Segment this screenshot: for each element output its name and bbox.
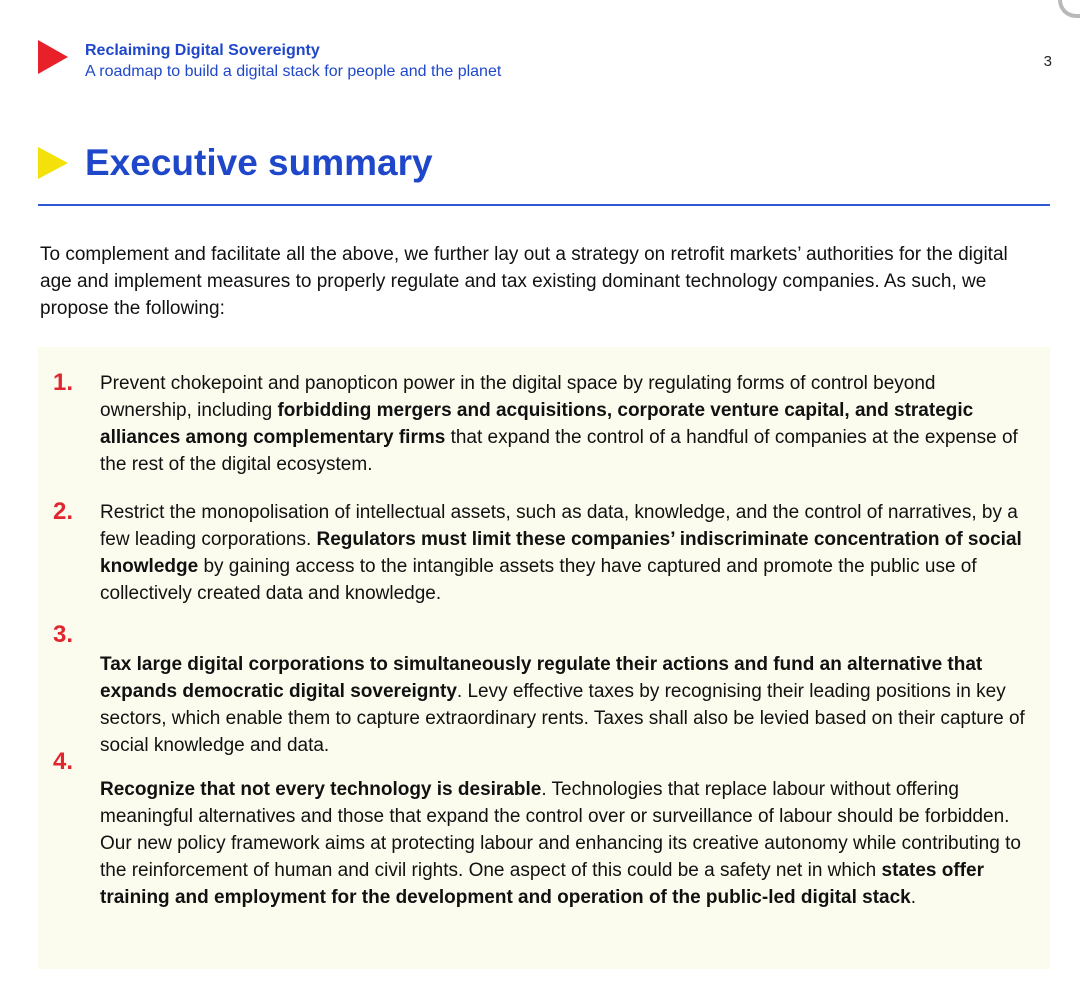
intro-paragraph: To complement and facilitate all the above, we further lay out a strategy on retrofit markets’ authorities for the digital age and implement measures to properly regulate and tax existing dominant technology companies. As such, we propose the following: <box>40 244 1008 319</box>
item-text: . <box>910 887 917 908</box>
list-number: 4. <box>53 748 74 775</box>
red-triangle-icon <box>38 40 68 74</box>
item-emphasis: states offer training and employment for the development and operation of the public-led digital stack <box>100 860 984 908</box>
list-number: 1. <box>53 369 74 396</box>
list-item <box>100 776 1030 911</box>
item-text: by gaining access to the intangible assets they have captured and promote the public use of collectively created data and knowledge. <box>100 556 977 604</box>
page-number: 3 <box>1043 53 1052 70</box>
yellow-triangle-icon <box>38 147 68 179</box>
section-divider <box>38 204 1050 206</box>
list-item <box>100 651 1030 759</box>
item-emphasis: Tax large digital corporations to simultaneously regulate their actions and fund an alternative that expands democratic digital sovereignty <box>100 654 983 702</box>
item-emphasis: forbidding mergers and acquisitions, corporate venture capital, and strategic alliances among complementary firms <box>100 400 974 448</box>
item-text: that expand the control of a handful of companies at the expense of the rest of the digital ecosystem. <box>100 427 1018 475</box>
list-number: 2. <box>53 498 74 525</box>
item-text: Restrict the monopolisation of intellectual assets, such as data, knowledge, and the control of narratives, by a few leading corporations. <box>100 502 1018 550</box>
list-item <box>100 499 1030 607</box>
item-text: . Levy effective taxes by recognising their leading positions in key sectors, which enable them to capture extraordinary rents. Taxes shall also be levied based on their capture of social knowledge and data. <box>100 681 1025 756</box>
list-item <box>100 370 1030 478</box>
corner-decoration <box>1058 0 1080 18</box>
document-title: Reclaiming Digital Sovereignty <box>85 42 320 59</box>
document-subtitle: A roadmap to build a digital stack for people and the planet <box>85 63 502 80</box>
list-number: 3. <box>53 621 74 648</box>
section-heading: Executive summary <box>85 142 433 183</box>
item-emphasis: Recognize that not every technology is desirable <box>100 779 542 800</box>
item-text: Prevent chokepoint and panopticon power in the digital space by regulating forms of control beyond ownership, including <box>100 373 936 421</box>
document-header <box>38 40 1058 90</box>
item-emphasis: Regulators must limit these companies’ indiscriminate concentration of social knowledge <box>100 529 1022 577</box>
item-text: . Technologies that replace labour without offering meaningful alternatives and those that expand the control over or surveillance of labour should be forbidden. Our new policy framework aims at protecting labour and enhancing its creative autonomy while contributing to the reinforcement of human and civil rights. One aspect of this could be a safety net in which <box>100 779 1021 881</box>
